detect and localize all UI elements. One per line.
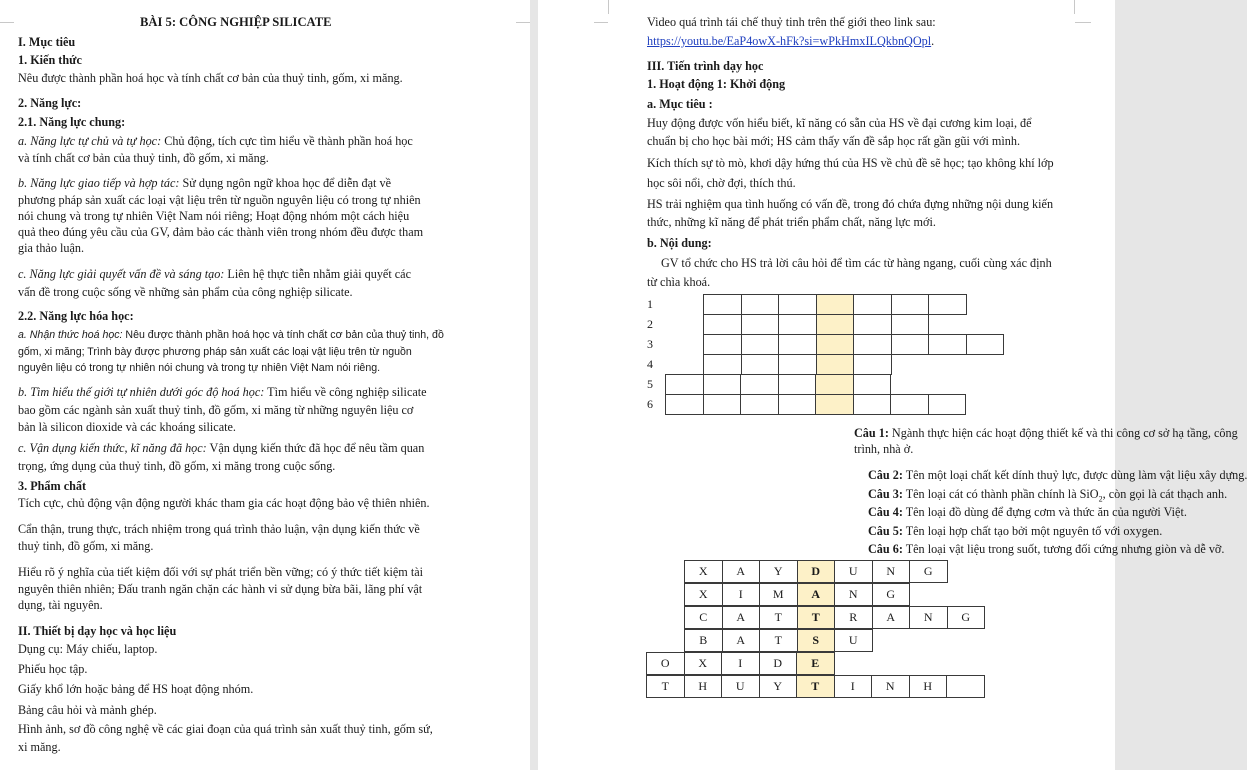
crossword-cell xyxy=(740,374,779,395)
crossword-cell xyxy=(853,294,892,315)
crossword-cell xyxy=(853,374,892,395)
crossword-cell xyxy=(778,354,817,375)
crossword-answer-cell: G xyxy=(872,583,911,606)
qualities-text-1: Tích cực, chủ động vận động người khác tham gia các hoạt động bảo vệ thiên nhiên. xyxy=(18,496,430,510)
question-3-subscript: 2 xyxy=(1098,494,1103,504)
crossword-answer-cell: R xyxy=(834,606,873,629)
goal-text-2: chuẩn bị cho học bài mới; HS cảm thấy vấn đề sắp học rất gần gũi với mình. xyxy=(647,134,1021,148)
video-link-line xyxy=(647,34,934,49)
apply-knowledge-text: Vận dụng kiến thức đã học để nêu tầm quan xyxy=(206,441,425,455)
video-link[interactable]: https://youtu.be/EaP4owX-hFk?si=wPkHmxILQkbnQOpl xyxy=(647,34,932,48)
question-2-line xyxy=(868,468,1247,483)
crossword-cell xyxy=(853,334,892,355)
lesson-title: BÀI 5: CÔNG NGHIỆP SILICATE xyxy=(140,15,332,29)
crossword-cell xyxy=(853,394,892,415)
crossword-cell xyxy=(966,334,1005,355)
nature-exploration-text-2: bao gồm các ngành sản xuất thuỷ tinh, đồ gốm, xi măng từ những nguyên liệu cơ xyxy=(18,403,414,417)
question-6-label: Câu 6: xyxy=(868,542,903,556)
activity-heading: 1. Hoạt động 1: Khởi động xyxy=(647,77,786,91)
crossword-cell xyxy=(703,294,742,315)
crossword-cell xyxy=(816,314,855,335)
communication-line xyxy=(18,176,391,191)
crossword-row-number: 3 xyxy=(647,337,653,351)
crossword-cell xyxy=(853,354,892,375)
question-6-line xyxy=(868,542,1224,557)
crossword-answer-cell: T xyxy=(759,606,798,629)
communication-text-5: gia thảo luận. xyxy=(18,241,84,255)
question-4-text: Tên loại đồ dùng để đựng cơm và thức ăn của người Việt. xyxy=(902,505,1187,519)
general-competence-heading: 2.1. Năng lực chung: xyxy=(18,115,126,129)
question-5-line xyxy=(868,524,1162,539)
crossword-answer-cell: T xyxy=(796,675,835,698)
question-2-label: Câu 2: xyxy=(868,468,903,482)
question-1-text-2: trình, nhà ở. xyxy=(854,442,914,456)
nature-exploration-text: Tìm hiểu về công nghiệp silicate xyxy=(264,385,427,399)
question-2-text: Tên một loại chất kết dính thuỷ lực, được dùng làm vật liệu xây dựng. xyxy=(902,468,1247,482)
qualities-text-3: thuỷ tinh, đồ gốm, xi măng. xyxy=(18,539,154,553)
crossword-answer-cell: T xyxy=(759,629,798,652)
crossword-answer-cell: D xyxy=(797,560,836,583)
crossword-cell xyxy=(891,314,930,335)
question-3-text: Tên loại cát có thành phần chính là SiO xyxy=(902,487,1099,501)
crossword-row-number: 1 xyxy=(647,297,653,311)
goal-text-3: Kích thích sự tò mò, khơi dậy hứng thú của HS về chủ đề sẽ học; tạo không khí lớp xyxy=(647,156,1054,170)
communication-text: Sử dụng ngôn ngữ khoa học để diễn đạt về xyxy=(179,176,391,190)
crossword-cell xyxy=(890,394,929,415)
goal-text-1: Huy động được vốn hiểu biết, kĩ năng có sẵn của HS về đại cương kim loại, để xyxy=(647,116,1032,130)
equipment-item: Bảng câu hỏi và mảnh ghép. xyxy=(18,703,157,717)
equipment-item: xi măng. xyxy=(18,740,61,754)
crossword-cell xyxy=(815,374,854,395)
crossword-answer-cell: X xyxy=(684,560,723,583)
chem-awareness-text: Nêu được thành phần hoá học và tính chất cơ bản của thuỷ tinh, đồ xyxy=(122,329,444,341)
crossword-cell xyxy=(778,374,817,395)
chem-awareness-label: a. Nhận thức hoá học: xyxy=(18,329,123,341)
crossword-answer-cell: N xyxy=(871,675,910,698)
qualities-text-6: dụng, tài nguyên. xyxy=(18,598,103,612)
crossword-cell xyxy=(703,354,742,375)
document-page-right xyxy=(538,0,1247,770)
crossword-cell xyxy=(815,394,854,415)
crossword-answer-cell: S xyxy=(797,629,836,652)
equipment-item: Giấy khổ lớn hoặc bảng để HS hoạt động nhóm. xyxy=(18,682,254,696)
crossword-cell xyxy=(665,394,704,415)
crossword-cell xyxy=(778,294,817,315)
crossword-answer-cell: T xyxy=(646,675,685,698)
section-heading-equipment: II. Thiết bị dạy học và học liệu xyxy=(18,624,177,638)
section-heading-objectives: I. Mục tiêu xyxy=(18,35,76,49)
crossword-cell xyxy=(891,334,930,355)
qualities-text-5: nguyên thiên nhiên; Đấu tranh ngăn chặn các hành vi sử dụng bừa bãi, lãng phí vật xyxy=(18,582,423,596)
question-4-line xyxy=(868,505,1187,520)
goal-text-5: HS trải nghiệm qua tình huống có vấn đề, trong đó chứa đựng những nội dung kiến xyxy=(647,197,1054,211)
crossword-answer-cell: Y xyxy=(759,675,798,698)
apply-knowledge-text-2: trọng, ứng dụng của thuỷ tinh, đồ gốm, xi măng trong cuộc sống. xyxy=(18,459,336,473)
question-3-line xyxy=(868,487,1227,506)
crossword-cell xyxy=(778,334,817,355)
crossword-cell xyxy=(816,294,855,315)
problem-solving-text-2: vấn đề trong cuộc sống về những sản phẩm của công nghiệp silicate. xyxy=(18,285,353,299)
question-1-line xyxy=(854,426,1238,441)
crossword-cell xyxy=(928,394,967,415)
crossword-answer-cell: N xyxy=(872,560,911,583)
communication-label: b. Năng lực giao tiếp và hợp tác: xyxy=(18,176,180,190)
crossword-answer-cell: B xyxy=(684,629,723,652)
problem-solving-text: Liên hệ thực tiễn nhằm giải quyết các xyxy=(224,267,411,281)
crossword-cell xyxy=(740,394,779,415)
crossword-answer-cell: H xyxy=(909,675,948,698)
crossword-answer-cell: A xyxy=(872,606,911,629)
crossword-answer-cell: X xyxy=(684,583,723,606)
crossword-cell xyxy=(741,334,780,355)
crossword-answer-cell: U xyxy=(721,675,760,698)
crossword-answer-cell: G xyxy=(947,606,986,629)
crossword-answer-cell: X xyxy=(684,652,723,675)
crossword-answer-cell: A xyxy=(797,583,836,606)
chem-awareness-text-3: nguyên liệu có trong tự nhiên nói chung và trong tự nhiên Việt Nam nói riêng. xyxy=(18,362,381,374)
crossword-answer-cell: I xyxy=(834,675,873,698)
question-3-label: Câu 3: xyxy=(868,487,903,501)
question-1-text: Ngành thực hiện các hoạt động thiết kế và thi công cơ sở hạ tầng, công xyxy=(888,426,1238,440)
question-4-label: Câu 4: xyxy=(868,505,903,519)
crossword-answer-cell: H xyxy=(684,675,723,698)
nature-exploration-line xyxy=(18,385,427,400)
crossword-answer-cell xyxy=(946,675,985,698)
crossword-answer-cell: I xyxy=(722,583,761,606)
crossword-answer-cell: Y xyxy=(759,560,798,583)
video-text: Video quá trình tái chế thuỷ tinh trên thế giới theo link sau: xyxy=(647,15,936,29)
crossword-answer-cell: D xyxy=(759,652,798,675)
margin-mark xyxy=(594,14,608,23)
knowledge-heading: 1. Kiến thức xyxy=(18,53,82,67)
crossword-cell xyxy=(778,314,817,335)
question-1-label: Câu 1: xyxy=(854,426,889,440)
question-5-label: Câu 5: xyxy=(868,524,903,538)
crossword-cell xyxy=(741,314,780,335)
problem-solving-label: c. Năng lực giải quyết vấn đề và sáng tạo: xyxy=(18,267,225,281)
crossword-row-number: 2 xyxy=(647,317,653,331)
qualities-text-2: Cẩn thận, trung thực, trách nhiệm trong quá trình thảo luận, vận dụng kiến thức về xyxy=(18,522,420,536)
video-link-suffix: . xyxy=(931,34,935,48)
content-heading: b. Nội dung: xyxy=(647,236,712,250)
crossword-cell xyxy=(891,294,930,315)
crossword-cell xyxy=(665,374,704,395)
knowledge-text: Nêu được thành phần hoá học và tính chất cơ bản của thuỷ tinh, gốm, xi măng. xyxy=(18,71,403,85)
crossword-answer-cell: A xyxy=(722,560,761,583)
question-5-text: Tên loại hợp chất tạo bởi một nguyên tố với oxygen. xyxy=(902,524,1163,538)
nature-exploration-label: b. Tìm hiểu thế giới tự nhiên dưới góc độ hoá học: xyxy=(18,385,265,399)
crossword-cell xyxy=(703,394,742,415)
margin-mark xyxy=(1075,14,1091,23)
margin-mark xyxy=(1074,0,1075,14)
crossword-cell xyxy=(703,374,742,395)
chem-awareness-line xyxy=(18,328,444,343)
crossword-cell xyxy=(778,394,817,415)
goal-heading: a. Mục tiêu : xyxy=(647,97,713,111)
crossword-answer-cell: T xyxy=(797,606,836,629)
crossword-cell xyxy=(741,294,780,315)
crossword-answer-cell: A xyxy=(722,629,761,652)
crossword-cell xyxy=(816,334,855,355)
crossword-cell xyxy=(928,334,967,355)
content-text-2: từ chìa khoá. xyxy=(647,275,711,289)
chem-awareness-text-2: gốm, xi măng; Trình bày được phương pháp sản xuất các loại vật liệu trên từ nguồn xyxy=(18,346,412,358)
self-study-text: Chủ động, tích cực tìm hiểu về thành phần hoá học xyxy=(161,134,413,148)
content-text-1: GV tổ chức cho HS trả lời câu hỏi để tìm các từ hàng ngang, cuối cùng xác định xyxy=(661,256,1052,270)
crossword-answer-cell: M xyxy=(759,583,798,606)
self-study-text-2: và tính chất cơ bản của thuỷ tinh, đồ gốm, xi măng. xyxy=(18,151,269,165)
communication-text-2: phương pháp sản xuất các loại vật liệu trên từ nguồn nguyên liệu có trong tự nhiên xyxy=(18,193,421,207)
self-study-label: a. Năng lực tự chủ và tự học: xyxy=(18,134,162,148)
nature-exploration-text-3: bản là silicon dioxide và các khoáng silicate. xyxy=(18,420,236,434)
margin-mark xyxy=(608,0,609,14)
crossword-cell xyxy=(741,354,780,375)
question-3-text-2: , còn gọi là cát thạch anh. xyxy=(1102,487,1228,501)
crossword-cell xyxy=(853,314,892,335)
crossword-answer-cell: E xyxy=(796,652,835,675)
crossword-answer-cell: U xyxy=(834,560,873,583)
goal-text-6: thức, những kĩ năng để phát triển phẩm chất, năng lực mới. xyxy=(647,215,936,229)
crossword-answer-cell: U xyxy=(834,629,873,652)
crossword-row-number: 6 xyxy=(647,397,653,411)
section-heading-process: III. Tiến trình dạy học xyxy=(647,59,764,73)
self-study-line xyxy=(18,134,413,149)
document-page-left xyxy=(0,0,530,770)
margin-mark xyxy=(0,14,14,23)
crossword-answer-cell: N xyxy=(909,606,948,629)
crossword-cell xyxy=(928,294,967,315)
equipment-item: Phiếu học tập. xyxy=(18,662,88,676)
crossword-answer-cell: O xyxy=(646,652,685,675)
question-6-text: Tên loại vật liệu trong suốt, tương đối cứng nhưng giòn và dễ vỡ. xyxy=(902,542,1225,556)
communication-text-4: quả theo đúng yêu cầu của GV, đảm bảo các thành viên trong nhóm đều được tham xyxy=(18,225,424,239)
crossword-cell xyxy=(703,314,742,335)
crossword-answer-cell: A xyxy=(722,606,761,629)
crossword-cell xyxy=(703,334,742,355)
competence-heading: 2. Năng lực: xyxy=(18,96,82,110)
chemistry-competence-heading: 2.2. Năng lực hóa học: xyxy=(18,309,134,323)
crossword-row-number: 4 xyxy=(647,357,653,371)
crossword-row-number: 5 xyxy=(647,377,653,391)
goal-text-4: học sôi nổi, chờ đợi, thích thú. xyxy=(647,176,796,190)
crossword-answer-cell: N xyxy=(834,583,873,606)
qualities-text-4: Hiểu rõ ý nghĩa của tiết kiệm đối với sự phát triển bền vững; có ý thức tiết kiệm tài xyxy=(18,565,423,579)
communication-text-3: nói chung và trong tự nhiên Việt Nam nói riêng; Hoạt động nhóm một cách hiệu xyxy=(18,209,410,223)
crossword-answer-cell: G xyxy=(909,560,948,583)
equipment-item: Dụng cụ: Máy chiếu, laptop. xyxy=(18,642,158,656)
apply-knowledge-line xyxy=(18,441,424,456)
problem-solving-line xyxy=(18,267,411,282)
crossword-cell xyxy=(816,354,855,375)
qualities-heading: 3. Phẩm chất xyxy=(18,479,87,493)
apply-knowledge-label: c. Vận dụng kiến thức, kĩ năng đã học: xyxy=(18,441,207,455)
equipment-item: Hình ảnh, sơ đồ công nghệ về các giai đoạn của quá trình sản xuất thuỷ tinh, gốm sứ, xyxy=(18,722,433,736)
crossword-answer-cell: I xyxy=(721,652,760,675)
margin-mark xyxy=(516,14,530,23)
crossword-answer-cell: C xyxy=(684,606,723,629)
